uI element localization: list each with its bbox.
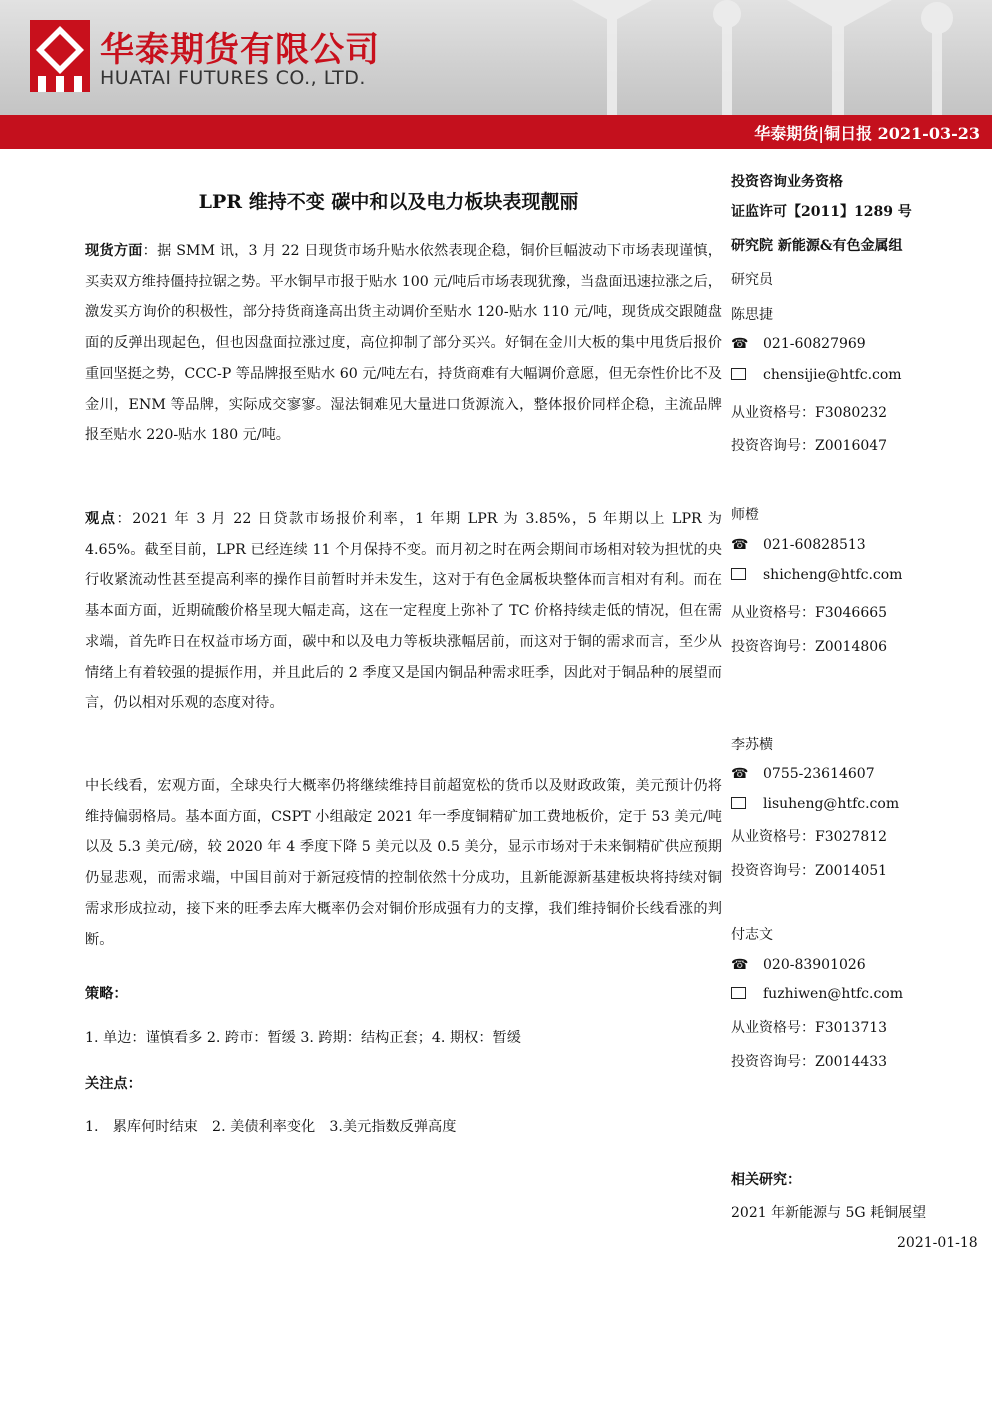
report-tag: 华泰期货|铜日报 2021-03-23 bbox=[754, 124, 980, 143]
article-body bbox=[85, 150, 722, 1135]
analyst-advisory: 投资咨询号：Z0014806 bbox=[731, 639, 888, 655]
strategy-heading: 策略： bbox=[85, 986, 128, 1002]
decorative-signpost-graphic bbox=[572, 0, 992, 115]
email-icon bbox=[731, 987, 746, 999]
analyst-phone-row bbox=[731, 336, 866, 352]
analyst-phone-row bbox=[731, 957, 866, 973]
department: 研究院 新能源&有色金属组 bbox=[731, 238, 903, 254]
role-label: 研究员 bbox=[731, 272, 773, 288]
analyst-name: 师橙 bbox=[731, 507, 759, 523]
qualification-1: 投资咨询业务资格 bbox=[731, 174, 843, 190]
focus-text: 1. 累库何时结束 2. 美债利率变化 3.美元指数反弹高度 bbox=[85, 1119, 457, 1135]
related-research-title[interactable]: 2021 年新能源与 5G 耗铜展望 bbox=[731, 1205, 927, 1221]
spot-text: ：据 SMM 讯，3 月 22 日现货市场升贴水依然表现企稳，铜价巨幅波动下市场表现谨慎，买卖双方维持僵持拉锯之势。平水铜早市报于贴水 100 元/吨后市场表现犹豫，当盘面迅速拉涨之后，激发买方询价的积极性，部分持货商逢高出货主动调价至贴水 120-贴水 110 元/吨，现货成交跟随盘面的反弹出现起色，但也因盘面拉涨过度，高位抑制了部分买兴。好铜在金川大板的集中甩货后报价重回坚挺之势，CCC-P 等品牌报至贴水 60 元/吨左右，持货商难有大幅调价意愿，但无奈性价比不及金川，ENM 等品牌，实际成交寥寥。湿法铜难见大量进口货源流入，整体报价同样企稳，主流品牌报至贴水 220-贴水 180 元/吨。 bbox=[85, 243, 722, 444]
email-icon bbox=[731, 368, 746, 380]
phone-icon: ☎ bbox=[731, 537, 749, 553]
analyst-email[interactable]: lisuheng@htfc.com bbox=[763, 796, 900, 812]
analyst-advisory: 投资咨询号：Z0016047 bbox=[731, 438, 888, 454]
analyst-name: 付志文 bbox=[731, 927, 773, 943]
related-research-heading: 相关研究： bbox=[731, 1172, 801, 1188]
phone-icon: ☎ bbox=[731, 957, 749, 973]
long-term-paragraph: 中长线看，宏观方面，全球央行大概率仍将继续维持目前超宽松的货币以及财政政策，美元预计仍将维持偏弱格局。基本面方面，CSPT 小组敲定 2021 年一季度铜精矿加工费地板价，定于 53 美元/吨以及 5.3 美元/磅，较 2020 年 4 季度下降 5 美元以及 0.5 美分，显示市场对于未来铜精矿供应预期仍显悲观，而需求端，中国目前对于新冠疫情的控制依然十分成功，且新能源新基建板块将持续对铜需求形成拉动，接下来的旺季去库大概率仍会对铜价形成强有力的支撑，我们维持铜价长线看涨的判断。 bbox=[85, 778, 722, 948]
focus-heading: 关注点： bbox=[85, 1076, 142, 1092]
email-icon bbox=[731, 568, 746, 580]
analyst-phone-row bbox=[731, 537, 866, 553]
phone-icon: ☎ bbox=[731, 336, 749, 352]
analyst-email[interactable]: fuzhiwen@htfc.com bbox=[763, 986, 904, 1002]
report-bar bbox=[0, 115, 992, 149]
analyst-advisory: 投资咨询号：Z0014433 bbox=[731, 1054, 888, 1070]
spot-paragraph bbox=[85, 236, 722, 451]
phone-icon: ☎ bbox=[731, 766, 749, 782]
email-icon bbox=[731, 797, 746, 809]
view-text: ：2021 年 3 月 22 日贷款市场报价利率，1 年期 LPR 为 3.85%，5 年期以上 LPR 为 4.65%。截至目前，LPR 已经连续 11 个月保持不变。而月初之时在两会期间市场相对较为担忧的央行收紧流动性甚至提高利率的操作目前暂时并未发生，这对于有色金属板块整体而言相对有利。而在基本面方面，近期硫酸价格呈现大幅走高，这在一定程度上弥补了 TC 价格持续走低的情况，但在需求端，首先昨日在权益市场方面，碳中和以及电力等板块涨幅居前，而这对于铜的需求而言，至少从情绪上有着较强的提振作用，并且此后的 2 季度又是国内铜品种需求旺季，因此对于铜品种的展望而言，仍以相对乐观的态度对待。 bbox=[85, 511, 722, 712]
analyst-phone: 021-60828513 bbox=[763, 537, 866, 553]
analyst-email-row bbox=[731, 367, 902, 383]
analyst-license: 从业资格号：F3027812 bbox=[731, 829, 888, 845]
analyst-phone: 021-60827969 bbox=[763, 336, 866, 352]
analyst-phone: 0755-23614607 bbox=[763, 766, 875, 782]
analyst-license: 从业资格号：F3080232 bbox=[731, 405, 888, 421]
analyst-email[interactable]: chensijie@htfc.com bbox=[763, 367, 902, 383]
page-header bbox=[0, 0, 992, 115]
analyst-phone: 020-83901026 bbox=[763, 957, 866, 973]
huatai-logo-icon bbox=[30, 20, 90, 92]
qualification-2: 证监许可【2011】1289 号 bbox=[731, 204, 912, 220]
analyst-license: 从业资格号：F3013713 bbox=[731, 1020, 888, 1036]
analyst-email-row bbox=[731, 986, 903, 1002]
strategy-text: 1. 单边：谨慎看多 2. 跨市：暂缓 3. 跨期：结构正套；4. 期权：暂缓 bbox=[85, 1030, 521, 1046]
company-name-cn: 华泰期货有限公司 bbox=[100, 30, 380, 70]
view-paragraph bbox=[85, 504, 722, 719]
analyst-email[interactable]: shicheng@htfc.com bbox=[763, 567, 903, 583]
spot-label: 现货方面 bbox=[85, 243, 143, 259]
analyst-advisory: 投资咨询号：Z0014051 bbox=[731, 863, 888, 879]
analyst-name: 陈思捷 bbox=[731, 307, 773, 323]
article-title: LPR 维持不变 碳中和以及电力板块表现靓丽 bbox=[198, 191, 579, 213]
analyst-email-row bbox=[731, 796, 899, 812]
analyst-license: 从业资格号：F3046665 bbox=[731, 605, 888, 621]
analyst-name: 李苏横 bbox=[731, 737, 773, 753]
related-research-date: 2021-01-18 bbox=[897, 1235, 978, 1251]
company-name-en: HUATAI FUTURES CO., LTD. bbox=[100, 67, 366, 89]
analyst-phone-row bbox=[731, 766, 875, 782]
analyst-email-row bbox=[731, 567, 902, 583]
view-label: 观点 bbox=[85, 511, 117, 527]
